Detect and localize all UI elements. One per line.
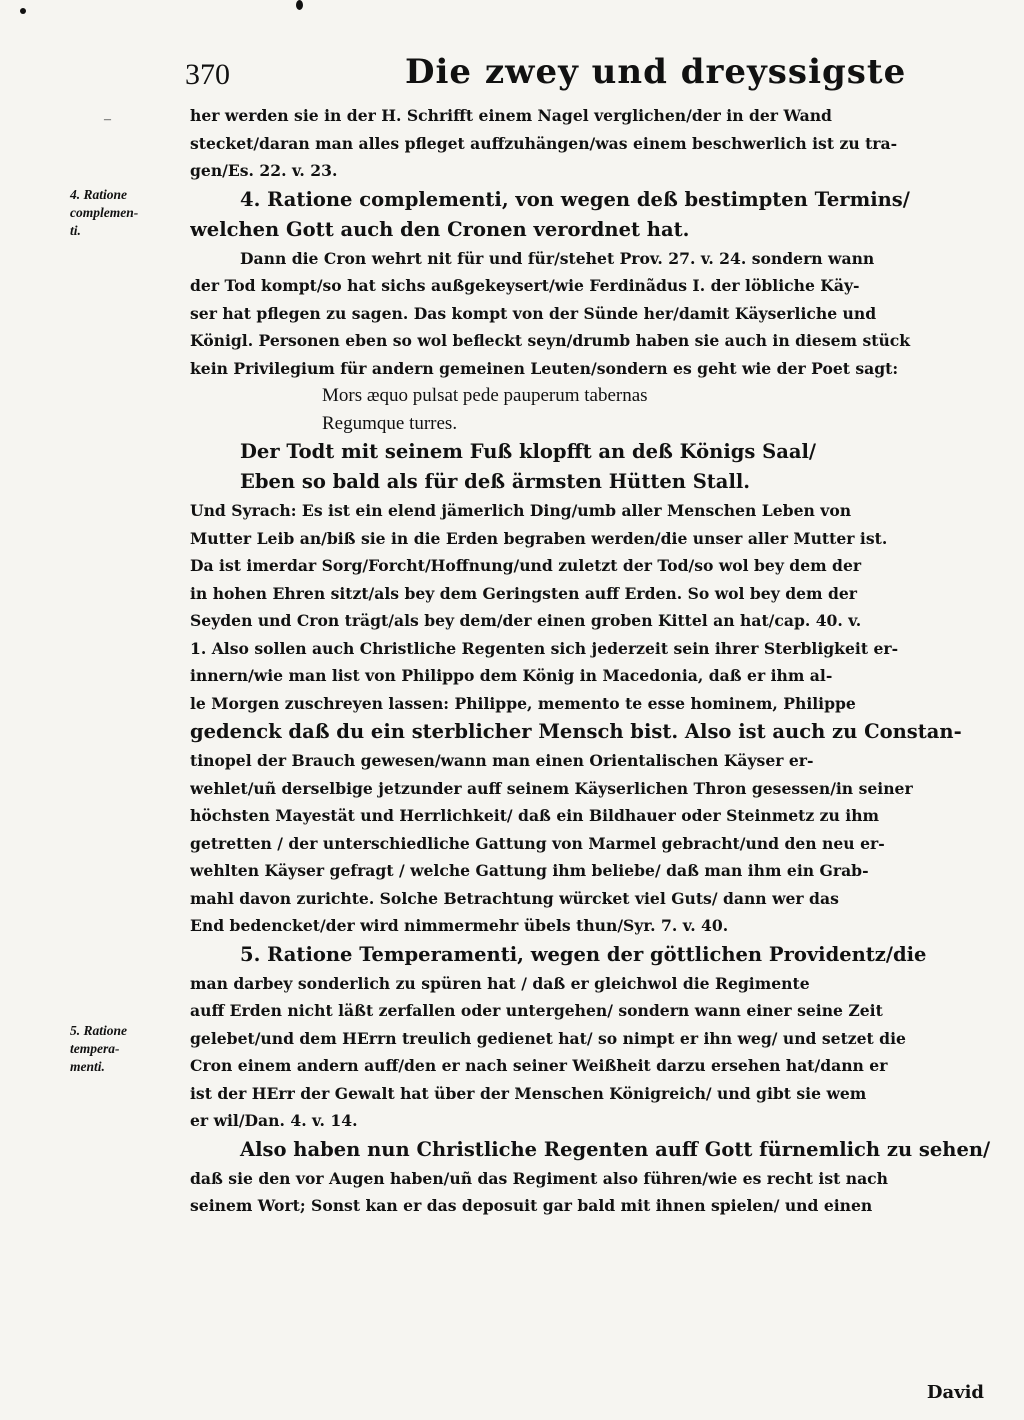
margin-note-line: menti.: [70, 1059, 105, 1074]
latin-verse-line: Mors æquo pulsat pede pauperum tabernas: [322, 385, 648, 406]
text-line: gedenck daß du ein sterblicher Mensch bist. Also ist auch zu Constan-: [190, 720, 962, 743]
text-line: daß sie den vor Augen haben/uñ das Regiment also führen/wie es recht ist nach: [190, 1168, 889, 1188]
text-line: der Tod kompt/so hat sichs außgekeysert/wie Ferdinãdus I. der löbliche Käy-: [190, 276, 860, 295]
text-line: wehlet/uñ derselbige jetzunder auff seinem Käyserlichen Thron gesessen/in seiner: [190, 778, 913, 798]
text-line: höchsten Mayestät und Herrlichkeit/ daß ein Bildhauer oder Steinmetz zu ihm: [190, 806, 880, 825]
print-speck: [20, 8, 26, 14]
catchword: David: [926, 1382, 984, 1403]
text-line: seinem Wort; Sonst kan er das deposuit gar bald mit ihnen spielen/ und einen: [190, 1196, 873, 1215]
margin-note-line: ti.: [70, 223, 81, 238]
margin-dash: –: [104, 112, 111, 127]
running-title: Die zwey und dreyssigste: [405, 52, 907, 92]
text-line: innern/wie man list von Philippo dem König in Macedonia, daß er ihm al-: [190, 666, 833, 685]
text-line: Und Syrach: Es ist ein elend jämerlich Ding/umb aller Menschen Leben von: [190, 501, 852, 520]
german-verse-line: Eben so bald als für deß ärmsten Hütten Stall.: [240, 470, 751, 493]
margin-note-ratione-complementi: [70, 186, 180, 240]
text-line: kein Privilegium für andern gemeinen Leuten/sondern es geht wie der Poet sagt:: [190, 358, 899, 378]
text-line: Seyden und Cron trägt/als bey dem/der einen groben Kittel an hat/cap. 40. v.: [190, 611, 862, 630]
text-line: er wil/Dan. 4. v. 14.: [190, 1111, 358, 1130]
text-line: tinopel der Brauch gewesen/wann man einen Orientalischen Käyser er-: [190, 751, 814, 770]
section-heading-line: 5. Ratione Temperamenti, wegen der göttlichen Providentz/die: [240, 942, 927, 966]
text-line: 1. Also sollen auch Christliche Regenten sich jederzeit sein ihrer Sterbligkeit er-: [190, 638, 899, 658]
german-verse-line: Der Todt mit seinem Fuß klopfft an deß Königs Saal/: [240, 440, 817, 463]
text-line: wehlten Käyser gefragt / welche Gattung ihm beliebe/ daß man ihm ein Grab-: [190, 861, 869, 880]
text-line: End bedencket/der wird nimmermehr übels thun/Syr. 7. v. 40.: [190, 916, 729, 935]
body-text: [190, 102, 995, 1220]
text-line: getretten / der unterschiedliche Gattung von Marmel gebracht/und den neu er-: [190, 833, 885, 853]
section-heading-line: welchen Gott auch den Cronen verordnet hat.: [190, 217, 690, 241]
text-line: gen/Es. 22. v. 23.: [190, 161, 338, 180]
margin-note-ratione-temperamenti: [70, 1022, 180, 1076]
print-speck: [296, 0, 303, 10]
margin-note-line: 5. Ratione: [70, 1023, 128, 1038]
text-line: stecket/daran man alles pfleget auffzuhängen/was einem beschwerlich ist zu tra-: [190, 133, 898, 153]
text-line: Mutter Leib an/biß sie in die Erden begraben werden/die unser aller Mutter ist.: [190, 528, 888, 548]
page-header: [185, 52, 985, 100]
text-line: auff Erden nicht läßt zerfallen oder untergehen/ sondern wann einer seine Zeit: [190, 1001, 883, 1020]
text-line: Dann die Cron wehrt nit für und für/stehet Prov. 27. v. 24. sondern wann: [240, 248, 875, 268]
text-line: her werden sie in der H. Schrifft einem Nagel verglichen/der in der Wand: [190, 106, 832, 125]
text-line: Königl. Personen eben so wol befleckt seyn/drumb haben sie auch in diesem stück: [190, 331, 911, 350]
latin-verse-line: Regumque turres.: [322, 412, 458, 434]
text-line: Also haben nun Christliche Regenten auff Gott fürnemlich zu sehen/: [240, 1137, 991, 1161]
text-line: mahl davon zurichte. Solche Betrachtung würcket viel Guts/ dann wer das: [190, 888, 839, 908]
text-line: Da ist imerdar Sorg/Forcht/Hoffnung/und zuletzt der Tod/so wol bey dem der: [190, 556, 862, 575]
text-line: le Morgen zuschreyen lassen: Philippe, memento te esse hominem, Philippe: [190, 693, 856, 713]
margin-note-line: complemen-: [70, 205, 139, 220]
margin-note-line: 4. Ratione: [70, 187, 128, 202]
text-line: ser hat pflegen zu sagen. Das kompt von der Sünde her/damit Käyserliche und: [190, 303, 877, 323]
text-line: ist der HErr der Gewalt hat über der Menschen Königreich/ und gibt sie wem: [190, 1083, 867, 1103]
margin-note-line: tempera-: [70, 1041, 120, 1056]
text-line: in hohen Ehren sitzt/als bey dem Geringsten auff Erden. So wol bey dem der: [190, 583, 857, 603]
text-line: Cron einem andern auff/den er nach seiner Weißheit darzu ersehen hat/dann er: [190, 1056, 888, 1075]
section-heading-line: 4. Ratione complementi, von wegen deß bestimpten Termins/: [240, 187, 910, 211]
text-line: gelebet/und dem HErrn treulich gedienet hat/ so nimpt er ihn weg/ und setzet die: [190, 1028, 906, 1048]
page-number: 370: [185, 58, 230, 91]
text-line: man darbey sonderlich zu spüren hat / daß er gleichwol die Regimente: [190, 973, 810, 993]
